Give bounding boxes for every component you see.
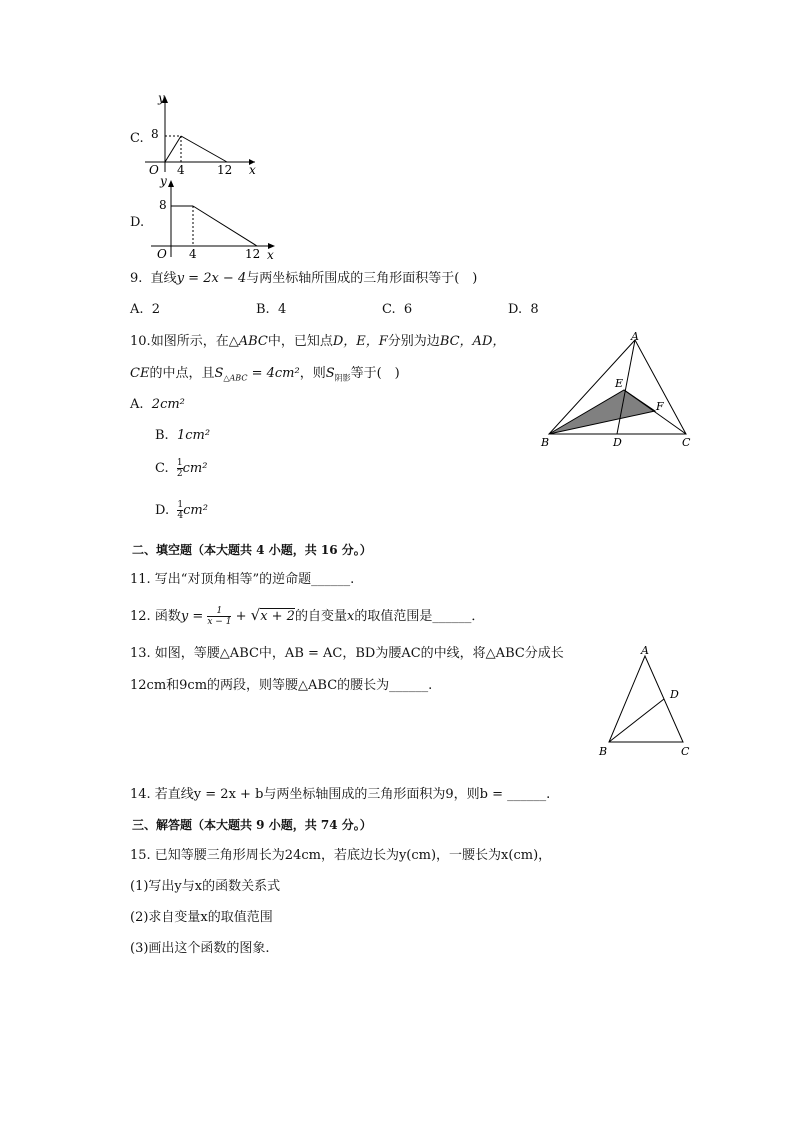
q10-triangle-figure [535,328,700,453]
label-c: C [681,745,690,758]
question-15-stem: 15. 已知等腰三角形周长为24cm，若底边长为y(cm)，一腰长为x(cm)， [130,848,552,863]
q9-option-b[interactable]: B. 4 [256,302,287,317]
label-a: A [631,330,639,343]
graph-c-segment-2 [181,136,227,162]
q10-option-c[interactable]: C. $\frac{1}{2}$ cm² [155,458,208,479]
q13-triangle-figure [595,640,695,762]
question-10-line-2: CE的中点，且$S_{\triangle ABC} = 4cm^2$，则$S_{阴影}$等于( ) [130,366,400,383]
q10-option-b[interactable]: B. 1cm² [155,428,211,443]
graph-d-origin: O [157,247,167,261]
question-12: 12. 函数y = $\frac{1}{x - 1}$ + √x + 2的自变量x的取值范围是______． [130,606,485,627]
question-13-line-1: 13. 如图，等腰△ABC中，AB = AC，BD为腰AC的中线，将△ABC分成长 [130,646,564,661]
question-14: 14. 若直线y = 2x + b与两坐标轴围成的三角形面积为9，则b = ______. [130,787,551,802]
question-15-part-1: (1)写出y与x的函数关系式 [130,879,281,894]
question-15-part-3: (3)画出这个函数的图象. [130,941,270,956]
q10-option-d[interactable]: D. $\frac{1}{4}$ cm² [155,500,208,521]
graph-d [145,175,285,265]
label-a: A [641,644,649,657]
graph-d-y-tick: 8 [159,198,167,212]
graph-c-origin: O [149,163,159,177]
label-d: D [670,688,679,701]
option-d-label: D. [130,215,145,230]
label-d: D [613,436,622,449]
label-b: B [599,745,608,758]
question-13-line-2: 12cm和9cm的两段，则等腰△ABC的腰长为______. [130,678,433,693]
question-15-part-2: (2)求自变量x的取值范围 [130,910,273,925]
y-arrow [168,180,174,187]
graph-c [145,92,270,180]
graph-c-x-label: x [249,163,256,177]
section-2-title: 二、填空题（本大题共 4 小题，共 16 分。） [132,543,372,557]
graph-d-x-tick-12: 12 [245,247,261,261]
section-3-title: 三、解答题（本大题共 9 小题，共 74 分。） [132,818,372,832]
graph-d-x-tick-4: 4 [189,247,197,261]
question-9: 9. 直线y = 2x − 4与两坐标轴所围成的三角形面积等于( ) [130,271,478,286]
graph-c-segment-1 [165,136,181,162]
q9-option-a[interactable]: A. 2 [130,302,161,317]
graph-d-y-label: y [160,174,167,188]
segment-bd [609,699,664,742]
graph-c-y-label: y [158,91,165,105]
question-10-line-1: 10.如图所示，在△ABC中，已知点D，E，F分别为边BC，AD， [130,334,506,349]
graph-c-y-tick: 8 [151,127,159,141]
label-f: F [656,400,664,413]
question-11: 11. 写出“对顶角相等”的逆命题______. [130,572,355,587]
graph-c-x-tick-4: 4 [177,163,185,177]
shaded-triangle-bef [549,390,655,434]
graph-d-segment-2 [193,206,257,246]
graph-d-x-label: x [267,248,274,262]
q9-option-d[interactable]: D. 8 [508,302,539,317]
q9-option-c[interactable]: C. 6 [382,302,413,317]
label-e: E [615,377,624,390]
label-b: B [541,436,550,449]
option-c-label: C. [130,131,144,146]
q10-option-a[interactable]: A. 2cm² [130,397,185,412]
label-c: C [682,436,691,449]
graph-c-x-tick-12: 12 [217,163,233,177]
